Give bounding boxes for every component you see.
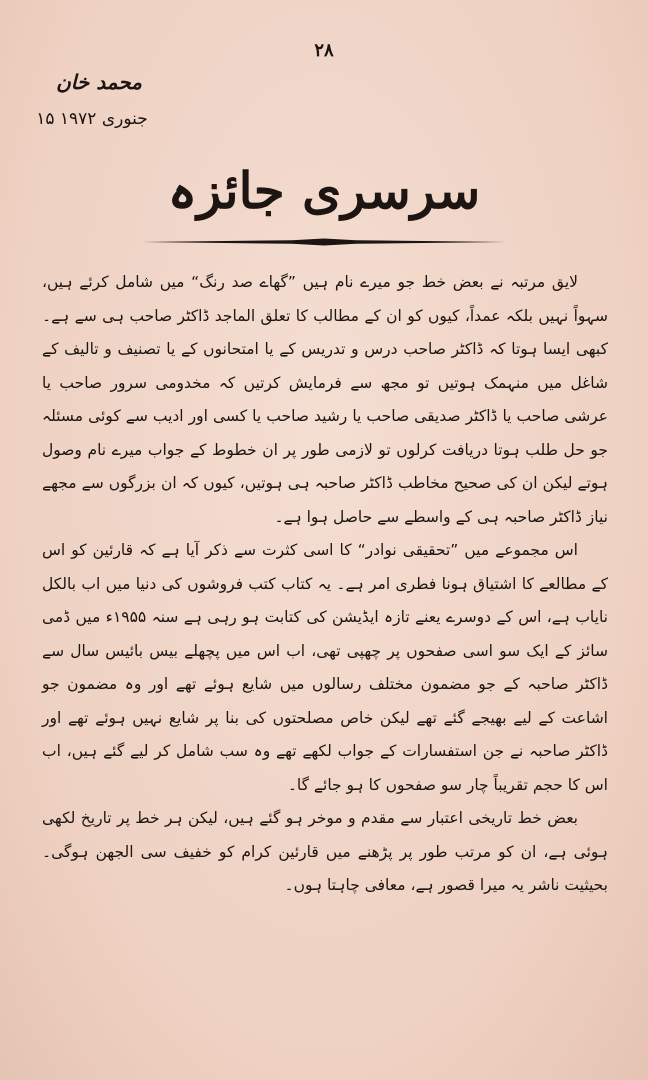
- body-paragraph-3: بعض خط تاریخی اعتبار سے مقدم و موخر ہو گئے ہیں، لیکن ہر خط پر تاریخ لکھی ہوئی ہے، ان کو مرتب طور پر پڑھنے میں قارئین کرام کو خفیف سی الجھن ہوگی۔ بحیثیت ناشر یہ میرا قصور ہے، معافی چاہتا ہوں۔: [42, 809, 608, 894]
- page-title: سرسری جائزہ: [167, 161, 481, 220]
- article-body: [42, 266, 608, 903]
- title-underline-divider: [142, 238, 506, 246]
- body-paragraph-1: لایق مرتبہ نے بعض خط جو میرے نام ہیں ”گھاے صد رنگ“ میں شامل کرئے ہیں، سہواً نہیں بلکہ عمداً، کیوں کو ان کے مطالب کا تعلق الماجد ڈاکٹر صاحب ہی سے ہے۔ کبھی ایسا ہوتا کہ ڈاکٹر صاحب درس و تدریس کے یا امتحانوں کے یا تصنیف و تالیف کے شاغل میں منہمک ہوتیں تو مجھ سے فرمایش کرتیں کہ مخدومی سرور صاحب یا عرشی صاحب یا ڈاکٹر صدیقی صاحب یا رشید صاحب یا کسی اور ادیب سے کوئی مسئلہ جو حل طلب ہوتا دریافت کرلوں تو لازمی طور پر ان خطوط کے جواب میرے نام وصول ہوتے لیکن ان کی صحیح مخاطب ڈاکٹر صاحبہ ہی ہوتیں، کیوں کہ ان بزرگوں سے مجھے نیاز ڈاکٹر صاحبہ ہی کے واسطے سے حاصل ہوا ہے۔: [42, 273, 608, 526]
- handwritten-signature: محمد خان: [56, 70, 142, 94]
- body-paragraph-2: اس مجموعے میں ”تحقیقی نوادر“ کا اسی کثرت سے ذکر آیا ہے کہ قارئین کو اس کے مطالعے کا اشتیاق ہونا فطری امر ہے۔ یہ کتاب کتب فروشوں کی دنیا میں اب بالکل نایاب ہے، اس کے دوسرے یعنے تازہ ایڈیشن کی کتابت ہو رہی ہے سنہ ۱۹۵۵ء میں ڈمی سائز کے ایک سو اسی صفحوں پر چھپی تھی، اب اس میں پچھلے بیس بائیس سال سے ڈاکٹر صاحبہ کے جو مضمون مختلف رسالوں میں شایع ہوئے تھے اور وہ مضمون جو اشاعت کے لیے بھیجے گئے تھے لیکن خاص مصلحتوں کی بنا پر شایع نہیں ہوئے تھے اور ڈاکٹر صاحبہ نے جن استفسارات کے جواب لکھے تھے وہ سب شامل کر لیے گئے ہیں، اب اس کا حجم تقریباً چار سو صفحوں کا ہو جائے گا۔: [42, 541, 608, 794]
- page-number: ۲۸: [314, 40, 334, 61]
- signature-date: ۱۵ جنوری ۱۹۷۲: [36, 109, 148, 129]
